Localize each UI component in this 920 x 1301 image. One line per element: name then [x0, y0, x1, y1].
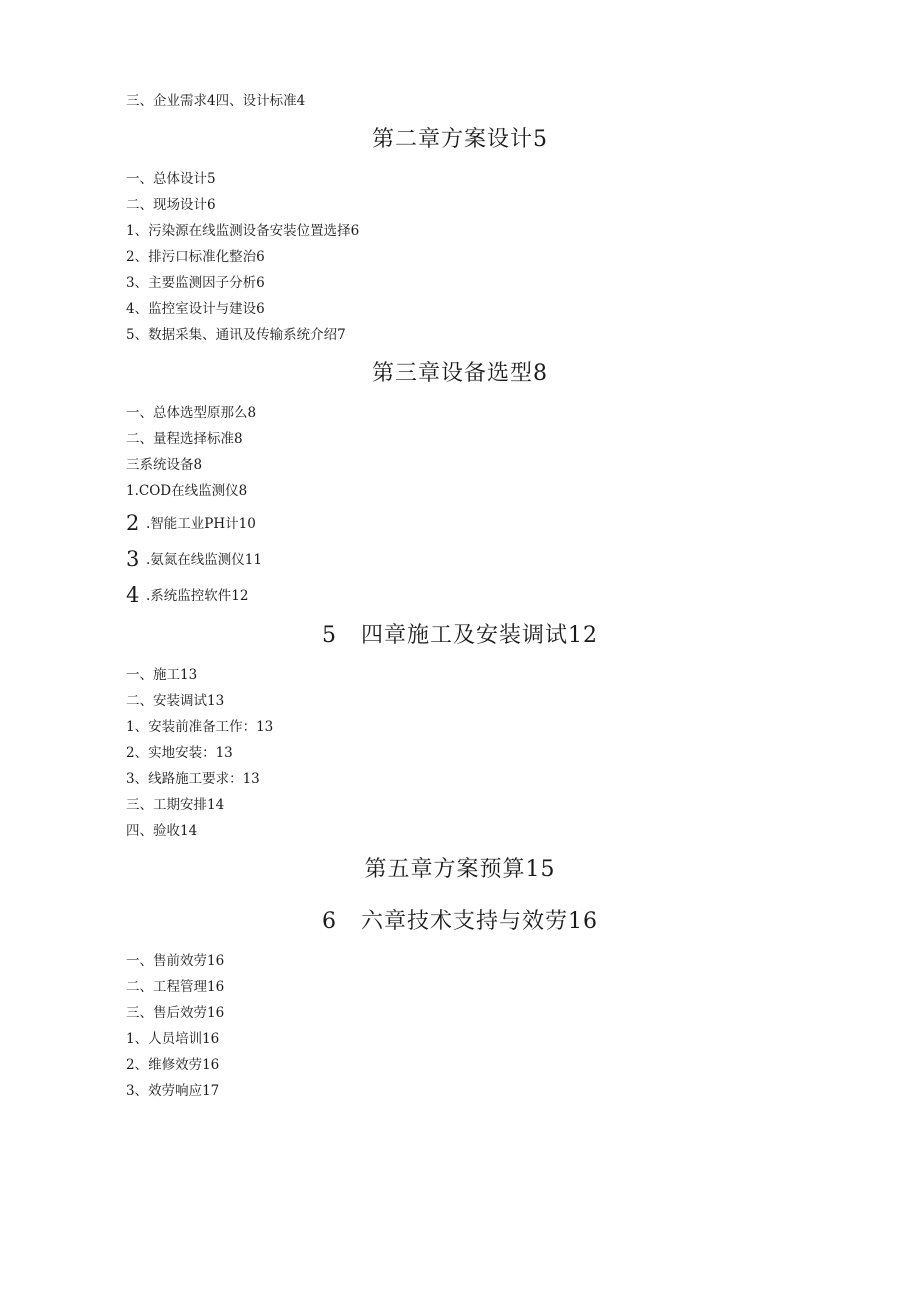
chapter-heading: [0, 908, 920, 936]
chapter-title: 四章施工及安装调试12: [361, 623, 598, 648]
toc-entry: 三、企业需求4四、设计标准4: [126, 93, 306, 109]
item-label: .系统监控软件12: [146, 588, 249, 604]
toc-entry: 二、量程选择标准8: [126, 431, 243, 447]
toc-entry: 2、排污口标准化整治6: [126, 249, 265, 265]
chapter-number: 6: [322, 909, 337, 934]
chapter-heading: 第五章方案预算15: [364, 857, 556, 882]
toc-entry: 1、污染源在线监测设备安装位置选择6: [126, 223, 360, 239]
toc-entry: 4、监控室设计与建设6: [126, 301, 265, 317]
toc-entry: 二、安装调试13: [126, 693, 225, 709]
item-label: .智能工业PH计10: [146, 516, 256, 532]
toc-entry: 3、线路施工要求：13: [126, 771, 260, 787]
toc-entry: 1、安装前准备工作：13: [126, 719, 274, 735]
toc-entry: 二、现场设计6: [126, 197, 216, 213]
toc-entry: 3、主要监测因子分析6: [126, 275, 265, 291]
toc-entry: 2、实地安装：13: [126, 745, 233, 761]
toc-entry: 一、总体选型原那么8: [126, 405, 257, 421]
chapter-heading: [0, 622, 920, 650]
toc-entry: [126, 583, 249, 607]
chapter-title: 六章技术支持与效劳16: [361, 909, 598, 934]
item-number: 2: [126, 511, 140, 535]
item-number: 3: [126, 547, 140, 571]
toc-entry: 2、维修效劳16: [126, 1057, 220, 1073]
toc-entry: 二、工程管理16: [126, 979, 225, 995]
toc-entry: 三、工期安排14: [126, 797, 225, 813]
toc-entry: 四、验收14: [126, 823, 198, 839]
toc-entry: 5、数据采集、通讯及传输系统介绍7: [126, 327, 346, 343]
toc-entry: [126, 511, 256, 535]
toc-entry: 一、售前效劳16: [126, 953, 225, 969]
item-number: 4: [126, 583, 140, 607]
toc-entry: 一、施工13: [126, 667, 198, 683]
toc-entry: [126, 547, 262, 571]
chapter-number: 5: [322, 623, 337, 648]
toc-entry: 一、总体设计5: [126, 171, 216, 187]
toc-entry: 1.COD在线监测仪8: [126, 483, 248, 499]
chapter-heading: 第三章设备选型8: [372, 361, 548, 386]
toc-entry: 三、售后效劳16: [126, 1005, 225, 1021]
item-label: .氨氮在线监测仪11: [146, 552, 262, 568]
toc-entry: 三系统设备8: [126, 457, 203, 473]
chapter-heading: 第二章方案设计5: [372, 127, 548, 152]
toc-entry: 3、效劳响应17: [126, 1083, 220, 1099]
toc-entry: 1、人员培训16: [126, 1031, 220, 1047]
